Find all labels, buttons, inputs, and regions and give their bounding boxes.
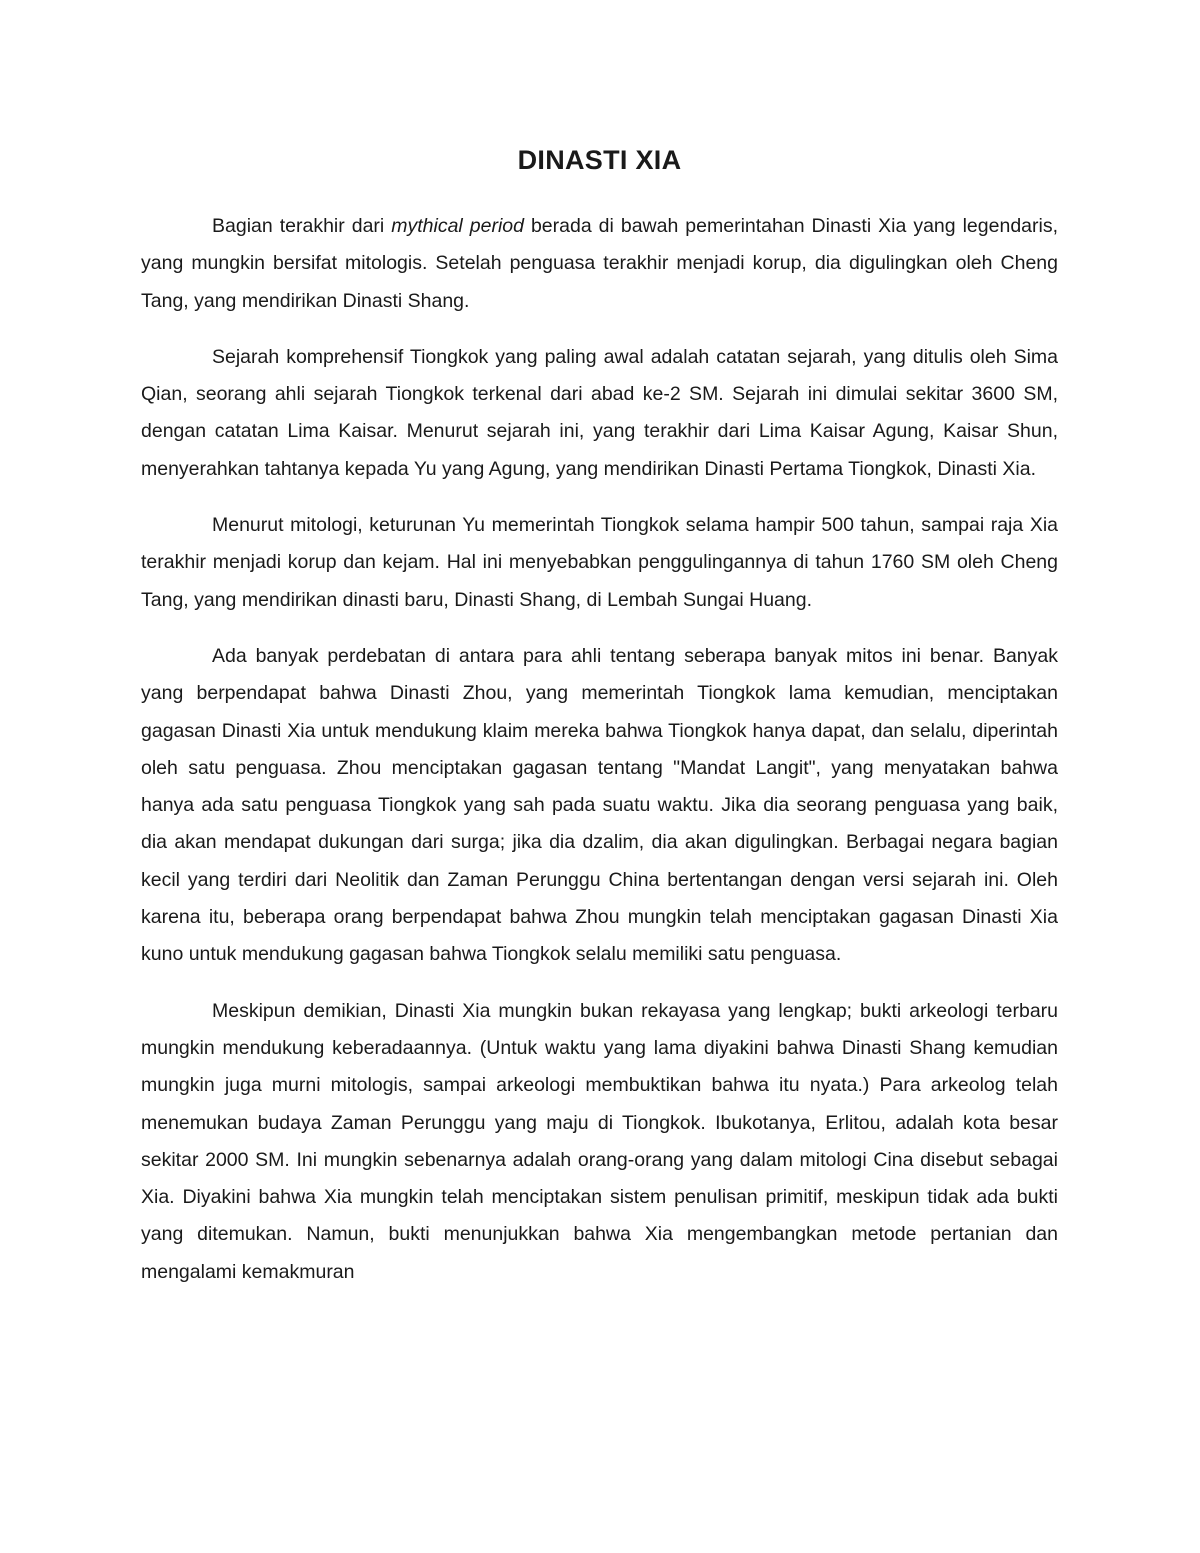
paragraph-4: Ada banyak perdebatan di antara para ahli tentang seberapa banyak mitos ini benar. Banyak yang berpendapat bahwa Dinasti Zhou, yang memerintah Tiongkok lama kemudian, menciptakan gagasan Dinasti Xia untuk mendukung klaim mereka bahwa Tiongkok hanya dapat, dan selalu, diperintah oleh satu penguasa. Zhou menciptakan gagasan tentang "Mandat Langit", yang menyatakan bahwa hanya ada satu penguasa Tiongkok yang sah pada suatu waktu. Jika dia seorang penguasa yang baik, dia akan mendapat dukungan dari surga; jika dia dzalim, dia akan digulingkan. Berbagai negara bagian kecil yang terdiri dari Neolitik dan Zaman Perunggu China bertentangan dengan versi sejarah ini. Oleh karena itu, beberapa orang berpendapat bahwa Zhou mungkin telah menciptakan gagasan Dinasti Xia kuno untuk mendukung gagasan bahwa Tiongkok selalu memiliki satu penguasa. [141,644,1058,966]
paragraph-1-italic-term: mythical period [391,215,524,237]
document-title: DINASTI XIA [517,145,682,175]
paragraph-2: Sejarah komprehensif Tiongkok yang paling awal adalah catatan sejarah, yang ditulis oleh Sima Qian, seorang ahli sejarah Tiongkok terkenal dari abad ke-2 SM. Sejarah ini dimulai sekitar 3600 SM, dengan catatan Lima Kaisar. Menurut sejarah ini, yang terakhir dari Lima Kaisar Agung, Kaisar Shun, menyerahkan tahtanya kepada Yu yang Agung, yang mendirikan Dinasti Pertama Tiongkok, Dinasti Xia. [141,345,1058,480]
paragraph-1-text-start: Bagian terakhir dari [212,215,392,237]
paragraph-1-text-end: berada di bawah pemerintahan Dinasti Xia yang legendaris, yang mungkin bersifat mitologis. Setelah penguasa terakhir menjadi korup, dia digulingkan oleh Cheng Tang, yang mendirikan Dinasti Shang. [141,215,1058,312]
paragraph-3: Menurut mitologi, keturunan Yu memerintah Tiongkok selama hampir 500 tahun, sampai raja Xia terakhir menjadi korup dan kejam. Hal ini menyebabkan penggulingannya di tahun 1760 SM oleh Cheng Tang, yang mendirikan dinasti baru, Dinasti Shang, di Lembah Sungai Huang. [141,514,1058,611]
paragraph-5: Meskipun demikian, Dinasti Xia mungkin bukan rekayasa yang lengkap; bukti arkeologi terbaru mungkin mendukung keberadaannya. (Untuk waktu yang lama diyakini bahwa Dinasti Shang kemudian mungkin juga murni mitologis, sampai arkeologi membuktikan bahwa itu nyata.) Para arkeolog telah menemukan budaya Zaman Perunggu yang maju di Tiongkok. Ibukotanya, Erlitou, adalah kota besar sekitar 2000 SM. Ini mungkin sebenarnya adalah orang-orang yang dalam mitologi Cina disebut sebagai Xia. Diyakini bahwa Xia mungkin telah menciptakan sistem penulisan primitif, meskipun tidak ada bukti yang ditemukan. Namun, bukti menunjukkan bahwa Xia mengembangkan metode pertanian dan mengalami kemakmuran [141,999,1058,1283]
paragraph-1 [141,208,1058,320]
document-page [141,140,1058,1310]
